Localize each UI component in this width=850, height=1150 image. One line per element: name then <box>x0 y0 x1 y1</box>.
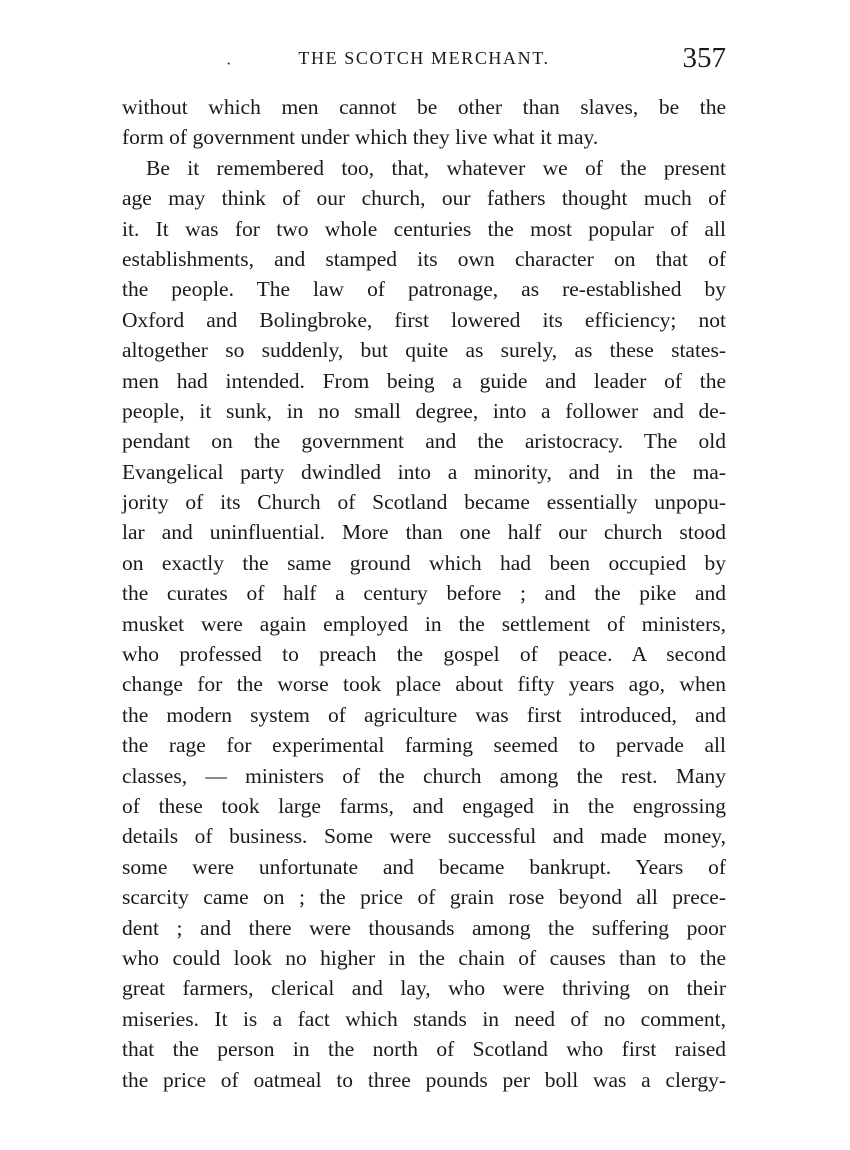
text-line: without which men cannot be other than slaves, be the <box>122 95 726 119</box>
text-line: people, it sunk, in no small degree, into a follower and de- <box>122 398 726 423</box>
text-line: the curates of half a century before ; and the pike and <box>122 581 726 606</box>
text-line: scarcity came on ; the price of grain rose beyond all prece- <box>122 885 726 910</box>
text-line: who professed to preach the gospel of peace. A second <box>122 642 726 667</box>
text-line: the rage for experimental farming seemed to pervade all <box>122 733 726 758</box>
text-line: some were unfortunate and became bankrupt. Years of <box>122 854 726 879</box>
text-line: on exactly the same ground which had been occupied by <box>122 550 726 575</box>
header-mark: · <box>226 56 232 73</box>
text-line: form of government under which they live what it may. <box>122 125 599 150</box>
text-line: the modern system of agriculture was first introduced, and <box>122 702 726 727</box>
text-line: lar and uninfluential. More than one half our church stood <box>122 520 726 545</box>
text-line: men had intended. From being a guide and leader of the <box>122 368 726 393</box>
text-line: dent ; and there were thousands among the suffering poor <box>122 915 726 940</box>
text-line: musket were again employed in the settlement of ministers, <box>122 611 726 636</box>
text-line: the people. The law of patronage, as re-established by <box>122 277 726 302</box>
text-line: establishments, and stamped its own character on that of <box>122 246 726 271</box>
text-line: classes, — ministers of the church among the rest. Many <box>122 763 726 788</box>
text-line: altogether so suddenly, but quite as surely, as these states- <box>122 338 726 363</box>
text-line: of these took large farms, and engaged in the engrossing <box>122 793 726 818</box>
paragraph-first-line: Be it remembered too, that, whatever we of the present <box>146 155 726 180</box>
body-text <box>122 92 726 1095</box>
text-line: details of business. Some were successful and made money, <box>122 824 726 849</box>
text-line: great farmers, clerical and lay, who were thriving on their <box>122 976 726 1001</box>
text-line: who could look no higher in the chain of causes than to the <box>122 945 726 970</box>
text-line: miseries. It is a fact which stands in need of no comment, <box>122 1006 726 1031</box>
text-line: Oxford and Bolingbroke, first lowered its efficiency; not <box>122 307 726 332</box>
text-line: Evangelical party dwindled into a minority, and in the ma- <box>122 459 726 484</box>
running-title: THE SCOTCH MERCHANT. <box>298 48 550 68</box>
text-line: age may think of our church, our fathers thought much of <box>122 186 726 211</box>
text-line: it. It was for two whole centuries the most popular of all <box>122 216 726 241</box>
text-line: that the person in the north of Scotland who first raised <box>122 1037 726 1062</box>
text-line: pendant on the government and the aristocracy. The old <box>122 429 726 454</box>
text-line: change for the worse took place about fifty years ago, when <box>122 672 726 697</box>
text-line: the price of oatmeal to three pounds per boll was a clergy- <box>122 1067 726 1092</box>
page-number: 357 <box>682 42 726 74</box>
running-head <box>122 42 726 82</box>
text-line: jority of its Church of Scotland became essentially unpopu- <box>122 490 726 515</box>
